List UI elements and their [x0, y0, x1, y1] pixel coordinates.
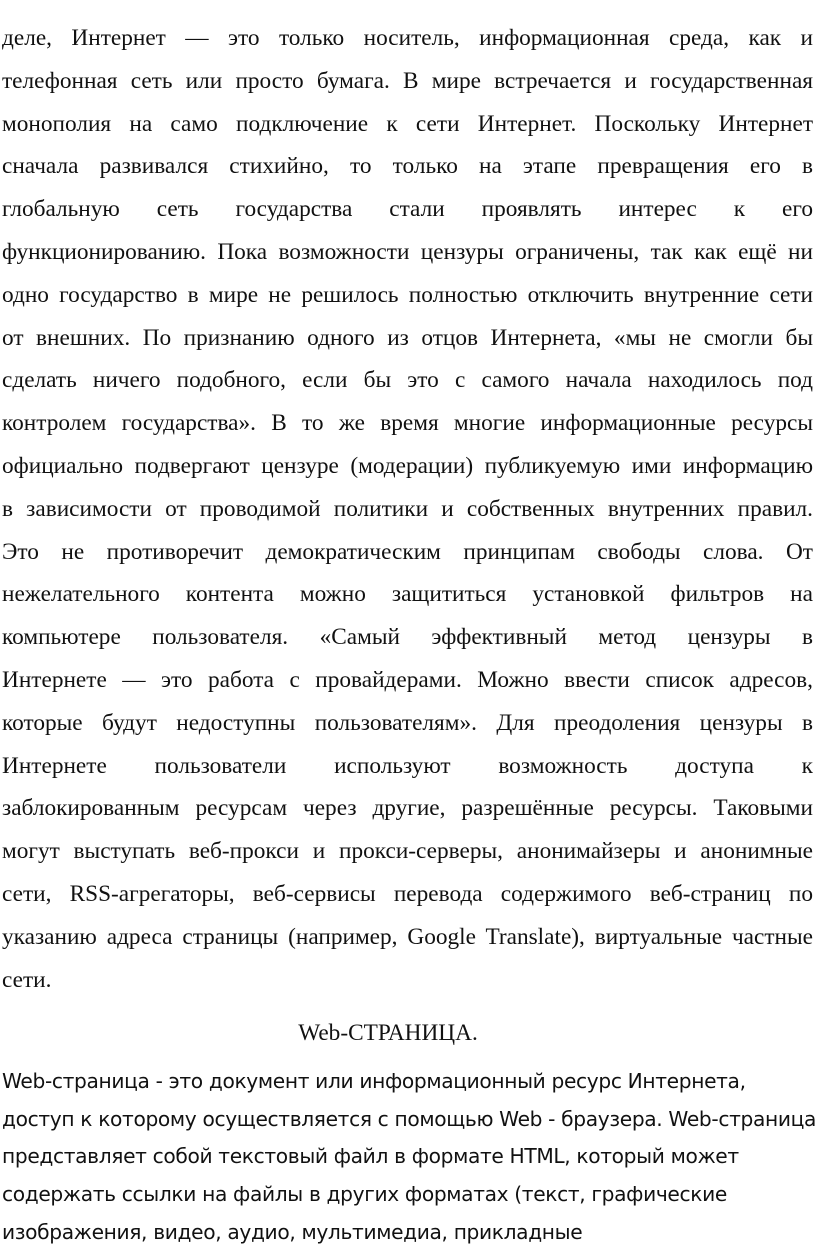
definition-line: доступ к которому осуществляется с помощью Web - браузера. Web-страница	[2, 1106, 816, 1131]
body-line: указанию адреса страницы (например, Google Translate), виртуальные частные	[2, 923, 813, 950]
definition-line: представляет собой текстовый файл в формате HTML, который может	[2, 1144, 739, 1169]
body-line: монополия на само подключение к сети Интернет. Поскольку Интернет	[2, 110, 813, 137]
body-paragraph	[2, 17, 813, 1001]
body-line: деле, Интернет — это только носитель, информационная среда, как и	[2, 25, 813, 51]
body-line: телефонная сеть или просто бумага. В мире встречается и государственная	[2, 67, 813, 94]
body-line: одно государство в мире не решилось полностью отключить внутренние сети	[2, 281, 813, 308]
definition-paragraph	[2, 1063, 816, 1251]
body-line: сделать ничего подобного, если бы это с самого начала находилось под	[2, 367, 813, 394]
definition-line: изображения, видео, аудио, мультимедиа, прикладные	[2, 1219, 583, 1244]
body-line: Интернете — это работа с провайдерами. Можно ввести список адресов,	[2, 666, 813, 693]
body-line: от внешних. По признанию одного из отцов Интернета, «мы не смогли бы	[2, 324, 813, 351]
body-line: глобальную сеть государства стали проявлять интерес к его	[2, 196, 813, 223]
definition-line: Web-страница - это документ или информационный ресурс Интернета,	[2, 1069, 746, 1093]
body-line: которые будут недоступны пользователям». Для преодоления цензуры в	[2, 709, 813, 736]
body-line: сети.	[2, 966, 52, 993]
body-line: сети, RSS-агрегаторы, веб-сервисы перевода содержимого веб-страниц по	[2, 880, 813, 907]
body-line: нежелательного контента можно защититься установкой фильтров на	[2, 581, 813, 608]
body-line: функционированию. Пока возможности цензуры ограничены, так как ещё ни	[2, 238, 813, 265]
body-line: компьютере пользователя. «Самый эффективный метод цензуры в	[2, 624, 813, 651]
body-line: заблокированным ресурсам через другие, разрешённые ресурсы. Таковыми	[2, 795, 813, 822]
body-line: официально подвергают цензуре (модерации) публикуемую ими информацию	[2, 452, 813, 479]
body-line: могут выступать веб-прокси и прокси-серверы, анонимайзеры и анонимные	[2, 838, 813, 865]
body-line: в зависимости от проводимой политики и собственных внутренних правил.	[2, 495, 813, 522]
body-line: сначала развивался стихийно, то только на этапе превращения его в	[2, 153, 813, 180]
section-heading: Web-СТРАНИЦА.	[298, 1020, 478, 1046]
body-line: Интернете пользователи используют возможность доступа к	[2, 752, 813, 779]
body-line: Это не противоречит демократическим принципам свободы слова. От	[2, 538, 813, 565]
body-line: контролем государства». В то же время многие информационные ресурсы	[2, 410, 813, 437]
definition-line: содержать ссылки на файлы в других форматах (текст, графические	[2, 1182, 727, 1207]
